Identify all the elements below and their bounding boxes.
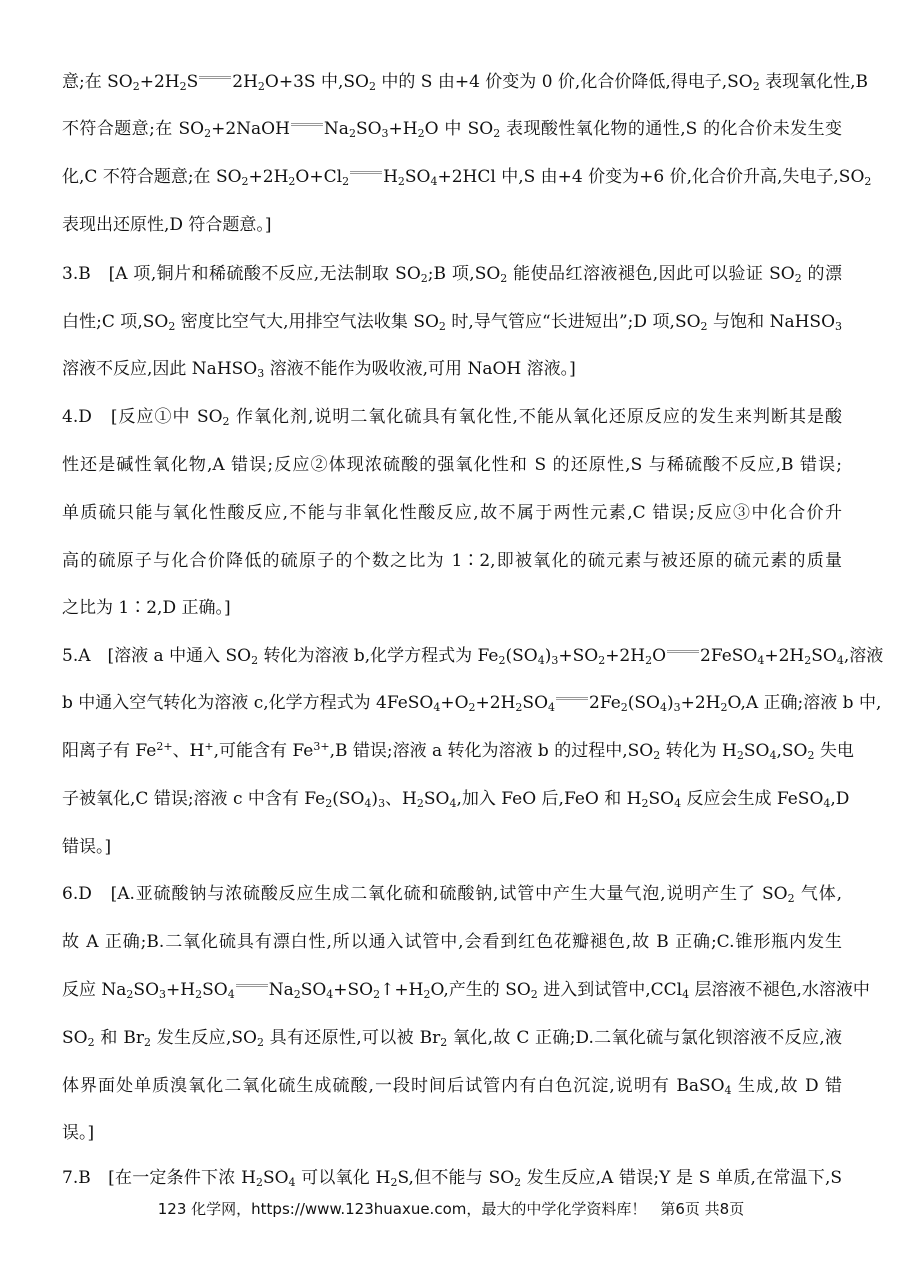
text-line: 不符合题意;在 $SO_2+2NaOH$ $Na_2SO_3+H_2O$ 中 $SO_2$ 表现酸性氧化物的通性,S 的化合价未发生变 [62, 119, 843, 140]
footer-site-text: 123 化学网，https://www.123huaxue.com，最大的中学化学资料库！ [157, 1200, 647, 1218]
answer-item-7: 7.B [在一定条件下浓 $H_2SO_4$ 可以氧化 $H_2S$,但不能与 $SO_2$ 发生反应,A 错误;Y 是 S 单质,在常温下,S [62, 1168, 842, 1189]
answer-item-3: 3.B [A 项,铜片和稀硫酸不反应,无法制取 $SO_2;B$ 项$,SO_2$ 能使品红溶液褪色,因此可以验证 $SO_2$ 的漂 [62, 264, 843, 285]
text-line: 化,C 不符合题意;在 $SO_2+2H_2O+Cl_2$ $H_2SO_4+2HCl$ 中,S 由+4 价变为+6 价,化合价升高,失电子$,SO_2$ [62, 167, 872, 188]
text-line: b 中通入空气转化为溶液 c,化学方程式为 $4FeSO_4+O_2+2H_2SO_4$ $2Fe_2(SO_4)_3+2H_2O,A$ 正确;溶液 b 中, [62, 693, 882, 714]
text-line: 单质硫只能与氧化性酸反应,不能与非氧化性酸反应,故不属于两性元素,C 错误;反应③中化合价升 [62, 503, 842, 523]
footer-page-number: 第6页 共8页 [660, 1200, 745, 1218]
text-line: 体界面处单质溴氧化二氧化硫生成硫酸,一段时间后试管内有白色沉淀,说明有 BaSO$_4$ 生成,故 D 错 [62, 1076, 843, 1097]
text-line: 误。] [62, 1123, 95, 1143]
text-line: 阳离子有 $Fe^{2+}$、H+,可能含有 $Fe^{3+},B$ 错误;溶液 a 转化为溶液 b 的过程中$,SO_2$ 转化为 $H_2SO_4,SO_2$ 失电 [62, 740, 854, 762]
text-line: 子被氧化,C 错误;溶液 c 中含有 $Fe_2(SO_4)_3$、$H_2SO_4$,加入 FeO 后,FeO 和 $H_2SO_4$ 反应会生成 FeSO$_4$,D [62, 789, 850, 810]
answer-item-5: 5.A [溶液 a 中通入 $SO_2$ 转化为溶液 b,化学方程式为 $Fe_2(SO_4)_3+SO_2+2H_2O$ $2FeSO_4+2H_2SO_4$,溶液 [62, 646, 884, 667]
answer-item-4: 4.D [反应①中 $SO_2$ 作氧化剂,说明二氧化硫具有氧化性,不能从氧化还原反应的发生来判断其是酸 [62, 407, 842, 428]
answer-item-6: 6.D [A.亚硫酸钠与浓硫酸反应生成二氧化硫和硫酸钠,试管中产生大量气泡,说明产生了 $SO_2$ 气体, [62, 884, 842, 905]
text-line: 表现出还原性,D 符合题意。] [62, 215, 272, 235]
text-line: 之比为 1∶2,D 正确。] [62, 598, 231, 618]
text-line: 溶液不反应,因此 NaHSO$_3$ 溶液不能作为吸收液,可用 NaOH 溶液。] [62, 359, 576, 380]
text-line: $SO_2$ 和 $Br_2$ 发生反应$,SO_2$ 具有还原性,可以被 $Br_2$ 氧化,故 C 正确;D.二氧化硫与氯化钡溶液不反应,液 [62, 1028, 842, 1049]
text-line: 故 A 正确;B.二氧化硫具有漂白性,所以通入试管中,会看到红色花瓣褪色,故 B 正确;C.锥形瓶内发生 [62, 932, 842, 952]
text-line: 意;在 $SO_2+2H_2S$ $2H_2O+3S$ 中$,SO_2$ 中的 S 由+4 价变为 0 价,化合价降低,得电子$,SO_2$ 表现氧化性,B [62, 72, 869, 93]
text-line: 高的硫原子与化合价降低的硫原子的个数之比为 1∶2,即被氧化的硫元素与被还原的硫元素的质量 [62, 551, 842, 571]
text-line: 性还是碱性氧化物,A 错误;反应②体现浓硫酸的强氧化性和 S 的还原性,S 与稀硫酸不反应,B 错误; [62, 455, 842, 475]
page-footer [0, 1198, 902, 1219]
text-line: 白性;C 项$,SO_2$ 密度比空气大,用排空气法收集 $SO_2$ 时,导气管应“长进短出”;D 项$,SO_2$ 与饱和 NaHSO$_3$ [62, 312, 842, 333]
text-line: 反应 $Na_2SO_3+H_2SO_4$ $Na_2SO_4+SO_2↑+H_2O$,产生的 $SO_2$ 进入到试管中,CCl$_4$ 层溶液不褪色,水溶液中 [62, 980, 870, 1001]
text-line: 错误。] [62, 837, 112, 857]
